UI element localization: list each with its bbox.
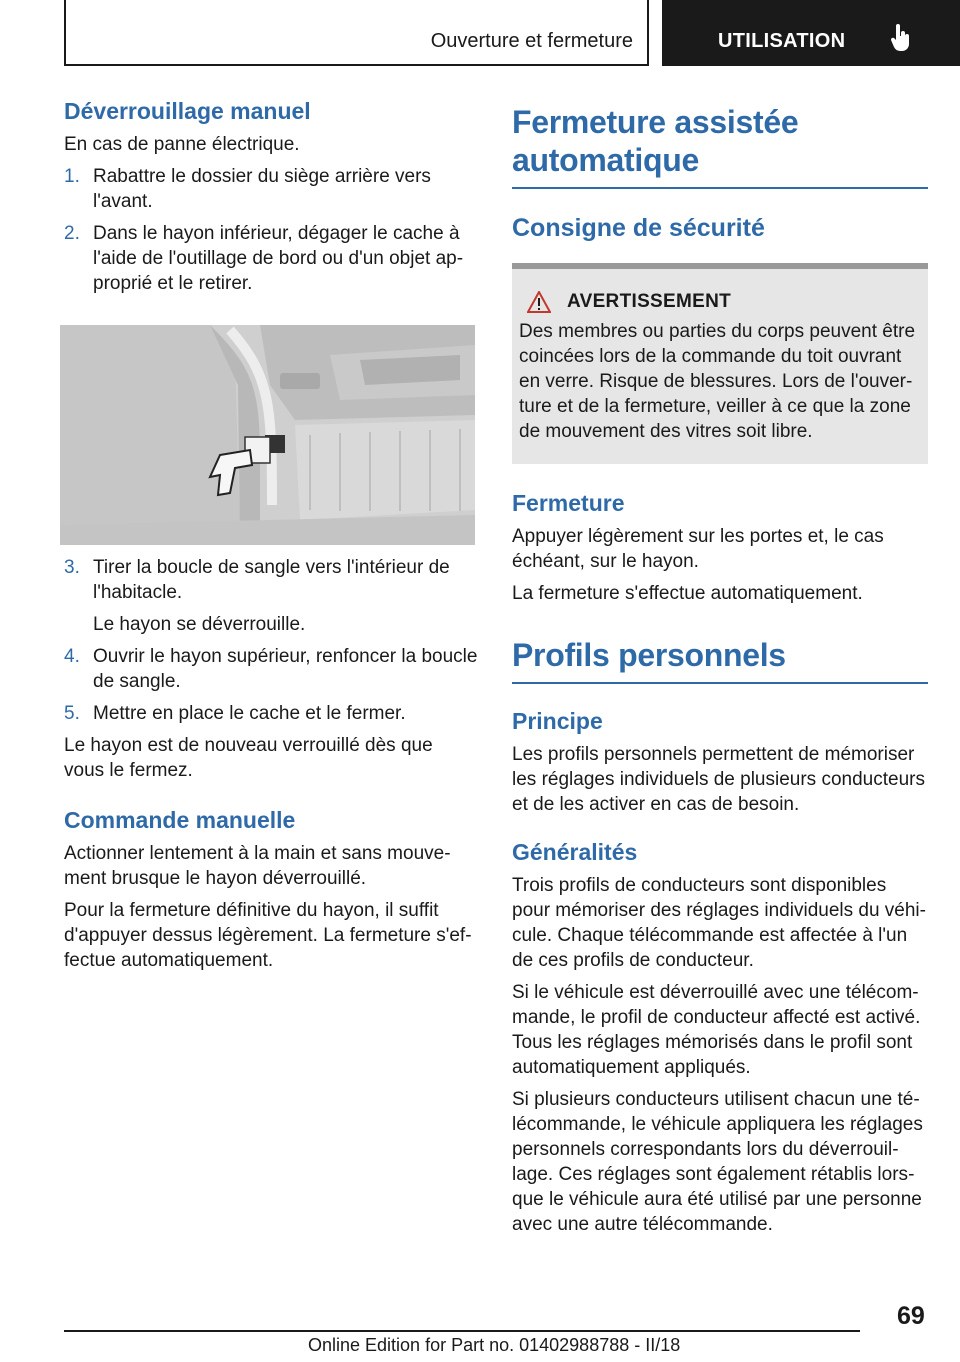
unlock-intro: En cas de panne électrique. — [64, 134, 300, 155]
step-item — [64, 555, 478, 605]
page-number: 69 — [897, 1302, 925, 1330]
principle-paragraph: Les profils personnels permettent de mémoriser les réglages individuels de plusieurs conducteurs et de les activer en cas de besoin. — [512, 744, 925, 815]
trunk-release-photo — [60, 325, 475, 545]
trunk-illustration — [60, 325, 475, 545]
heading-rule — [512, 682, 928, 684]
heading-closing: Fermeture — [512, 490, 625, 516]
footer-edition: Online Edition for Part no. 01402988788 - II/18 — [308, 1335, 681, 1355]
step-item — [64, 221, 478, 296]
general-paragraph-2: Si le véhicule est déverrouillé avec une télécommande, le profil de conducteur affecté est activé. Tous les réglages mémorisés dans le profil sont automatiquement appliqués. — [512, 982, 921, 1078]
warning-triangle-icon — [527, 291, 551, 313]
step-number: 5. — [64, 703, 80, 724]
general-paragraph-3: Si plusieurs conducteurs utilisent chacun une télécommande, le véhicule appliquera les réglages personnels correspondants lors du déverrouillage. Ces réglages sont également rétablis lorsque le véhicule aura été utilisé par une personne avec une autre télécommande. — [512, 1089, 923, 1235]
general-paragraph-1: Trois profils de conducteurs sont disponibles pour mémoriser des réglages individuels du véhicule. Chaque télécommande est affectée à l'un de ces profils de conducteur. — [512, 875, 926, 971]
heading-principle: Principe — [512, 708, 603, 734]
warning-title: AVERTISSEMENT — [567, 291, 732, 312]
heading-manual-unlock: Déverrouillage manuel — [64, 98, 311, 124]
closing-paragraph-1: Appuyer légèrement sur les portes et, le cas échéant, sur le hayon. — [512, 526, 884, 572]
step-text: Mettre en place le cache et le fermer. — [93, 703, 406, 724]
warning-text: Des membres ou parties du corps peuvent être coincées lors de la commande du toit ouvrant en verre. Risque de blessures. Lors de l'ouverture et de la fermeture, veiller à ce que la zone de mouvement des vitres soit libre. — [519, 321, 916, 442]
manual-paragraph-1: Actionner lentement à la main et sans mouvement brusque le hayon déverrouillé. — [64, 843, 451, 889]
step-text: Tirer la boucle de sangle vers l'intérieur de l'habitacle. — [93, 557, 450, 603]
step-number: 2. — [64, 223, 80, 244]
relock-note: Le hayon est de nouveau verrouillé dès que vous le fermez. — [64, 735, 433, 781]
step-number: 1. — [64, 166, 80, 187]
header-chapter-tab[interactable] — [662, 0, 960, 66]
header-section-title: Ouverture et fermeture — [430, 30, 633, 52]
step-item — [64, 701, 478, 726]
warning-header — [527, 291, 920, 313]
closing-paragraph-2: La fermeture s'effectue automatiquement. — [512, 583, 863, 604]
step-number: 4. — [64, 646, 80, 667]
footer-rule — [64, 1330, 860, 1332]
heading-general: Généralités — [512, 839, 638, 865]
heading-assisted-closing: Fermeture assistée automatique — [512, 104, 799, 178]
step-text: Dans le hayon inférieur, dégager le cache à l'aide de l'outillage de bord ou d'un objet approprié et le retirer. — [93, 223, 464, 294]
step-text: Rabattre le dossier du siège arrière vers l'avant. — [93, 166, 431, 212]
right-column — [512, 103, 928, 1244]
heading-rule — [512, 187, 928, 189]
header-chapter-label: UTILISATION — [718, 30, 846, 52]
header-section-box — [64, 0, 649, 66]
heading-manual-operation: Commande manuelle — [64, 807, 296, 833]
hand-pointer-icon — [890, 24, 912, 52]
manual-paragraph-2: Pour la fermeture définitive du hayon, il suffit d'appuyer dessus légèrement. La fermeture s'effectue automatiquement. — [64, 900, 472, 971]
heading-safety-notice: Consigne de sécurité — [512, 214, 765, 242]
step-number: 3. — [64, 557, 80, 578]
step-item — [64, 644, 478, 694]
step-continuation: Le hayon se déverrouille. — [93, 614, 306, 635]
warning-box — [512, 263, 928, 464]
heading-personal-profiles: Profils personnels — [512, 637, 786, 673]
step-text: Ouvrir le hayon supérieur, renfoncer la boucle de sangle. — [93, 646, 478, 692]
step-item — [64, 164, 478, 214]
